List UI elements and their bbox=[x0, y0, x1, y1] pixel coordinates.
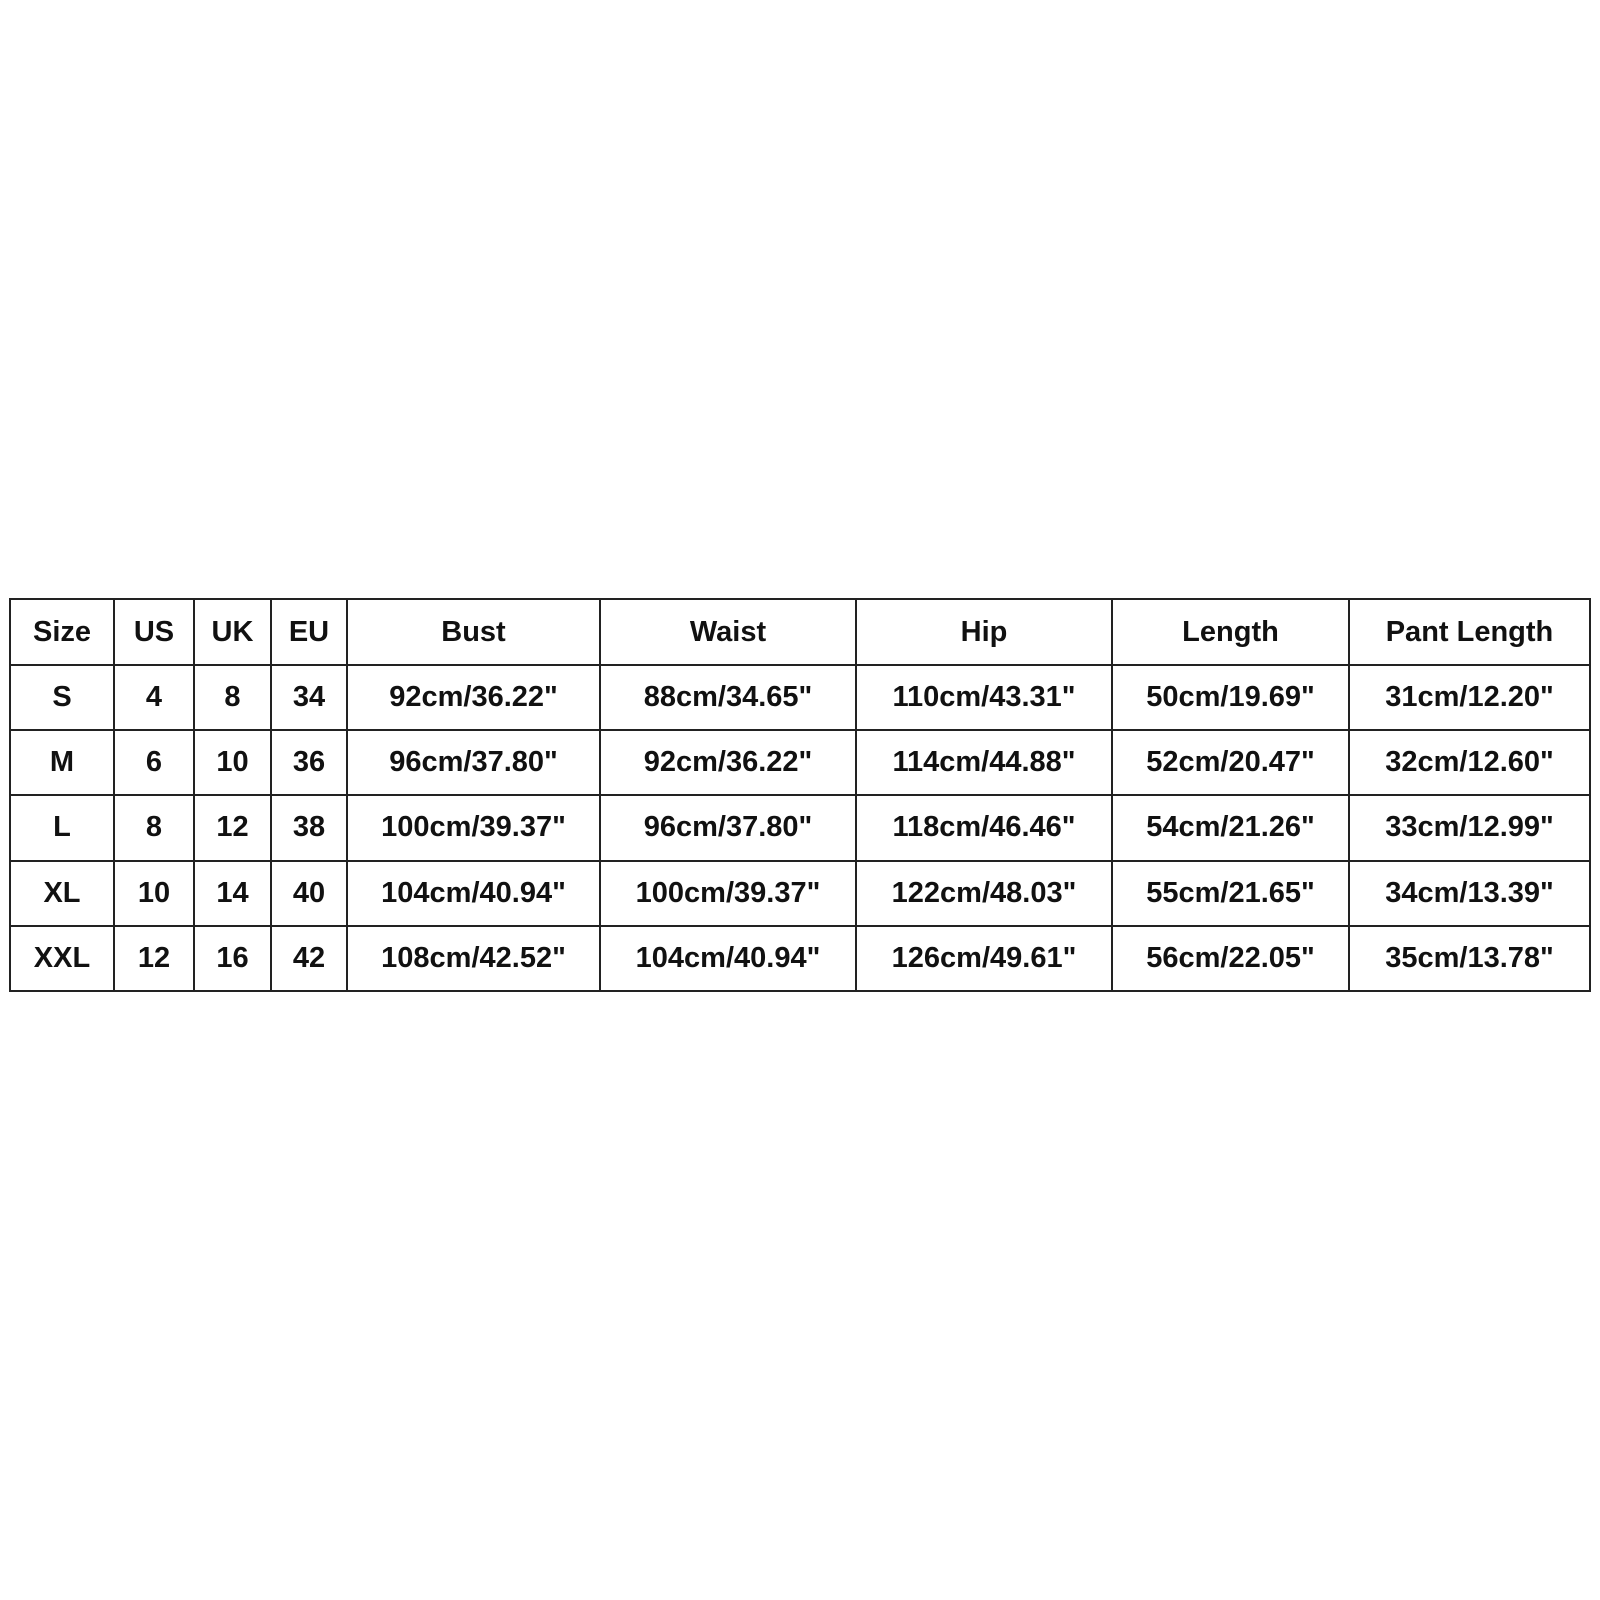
cell-size: M bbox=[10, 730, 114, 795]
cell-us: 10 bbox=[114, 861, 194, 926]
cell-size: XXL bbox=[10, 926, 114, 991]
cell-pant-length: 33cm/12.99" bbox=[1349, 795, 1590, 860]
cell-size: L bbox=[10, 795, 114, 860]
cell-hip: 126cm/49.61" bbox=[856, 926, 1112, 991]
cell-us: 12 bbox=[114, 926, 194, 991]
cell-waist: 92cm/36.22" bbox=[600, 730, 856, 795]
cell-us: 8 bbox=[114, 795, 194, 860]
cell-waist: 96cm/37.80" bbox=[600, 795, 856, 860]
cell-bust: 100cm/39.37" bbox=[347, 795, 600, 860]
cell-waist: 100cm/39.37" bbox=[600, 861, 856, 926]
table-row bbox=[10, 665, 1590, 730]
table-row bbox=[10, 926, 1590, 991]
cell-bust: 108cm/42.52" bbox=[347, 926, 600, 991]
column-header-hip: Hip bbox=[856, 599, 1112, 665]
cell-hip: 110cm/43.31" bbox=[856, 665, 1112, 730]
cell-uk: 12 bbox=[194, 795, 271, 860]
size-chart-table bbox=[9, 598, 1591, 992]
column-header-length: Length bbox=[1112, 599, 1349, 665]
cell-waist: 104cm/40.94" bbox=[600, 926, 856, 991]
cell-size: S bbox=[10, 665, 114, 730]
cell-pant-length: 32cm/12.60" bbox=[1349, 730, 1590, 795]
cell-length: 54cm/21.26" bbox=[1112, 795, 1349, 860]
cell-eu: 42 bbox=[271, 926, 347, 991]
cell-size: XL bbox=[10, 861, 114, 926]
cell-length: 56cm/22.05" bbox=[1112, 926, 1349, 991]
column-header-bust: Bust bbox=[347, 599, 600, 665]
column-header-waist: Waist bbox=[600, 599, 856, 665]
cell-hip: 122cm/48.03" bbox=[856, 861, 1112, 926]
cell-bust: 92cm/36.22" bbox=[347, 665, 600, 730]
cell-uk: 10 bbox=[194, 730, 271, 795]
header-row bbox=[10, 599, 1590, 665]
column-header-uk: UK bbox=[194, 599, 271, 665]
cell-uk: 16 bbox=[194, 926, 271, 991]
cell-bust: 96cm/37.80" bbox=[347, 730, 600, 795]
table-row bbox=[10, 861, 1590, 926]
cell-us: 4 bbox=[114, 665, 194, 730]
cell-length: 55cm/21.65" bbox=[1112, 861, 1349, 926]
cell-eu: 38 bbox=[271, 795, 347, 860]
cell-uk: 8 bbox=[194, 665, 271, 730]
cell-pant-length: 35cm/13.78" bbox=[1349, 926, 1590, 991]
table-row bbox=[10, 730, 1590, 795]
column-header-us: US bbox=[114, 599, 194, 665]
column-header-pant-length: Pant Length bbox=[1349, 599, 1590, 665]
cell-uk: 14 bbox=[194, 861, 271, 926]
cell-us: 6 bbox=[114, 730, 194, 795]
cell-eu: 40 bbox=[271, 861, 347, 926]
cell-bust: 104cm/40.94" bbox=[347, 861, 600, 926]
cell-hip: 118cm/46.46" bbox=[856, 795, 1112, 860]
cell-hip: 114cm/44.88" bbox=[856, 730, 1112, 795]
cell-waist: 88cm/34.65" bbox=[600, 665, 856, 730]
cell-pant-length: 34cm/13.39" bbox=[1349, 861, 1590, 926]
cell-pant-length: 31cm/12.20" bbox=[1349, 665, 1590, 730]
column-header-size: Size bbox=[10, 599, 114, 665]
column-header-eu: EU bbox=[271, 599, 347, 665]
cell-length: 50cm/19.69" bbox=[1112, 665, 1349, 730]
cell-eu: 34 bbox=[271, 665, 347, 730]
table-row bbox=[10, 795, 1590, 860]
cell-length: 52cm/20.47" bbox=[1112, 730, 1349, 795]
cell-eu: 36 bbox=[271, 730, 347, 795]
